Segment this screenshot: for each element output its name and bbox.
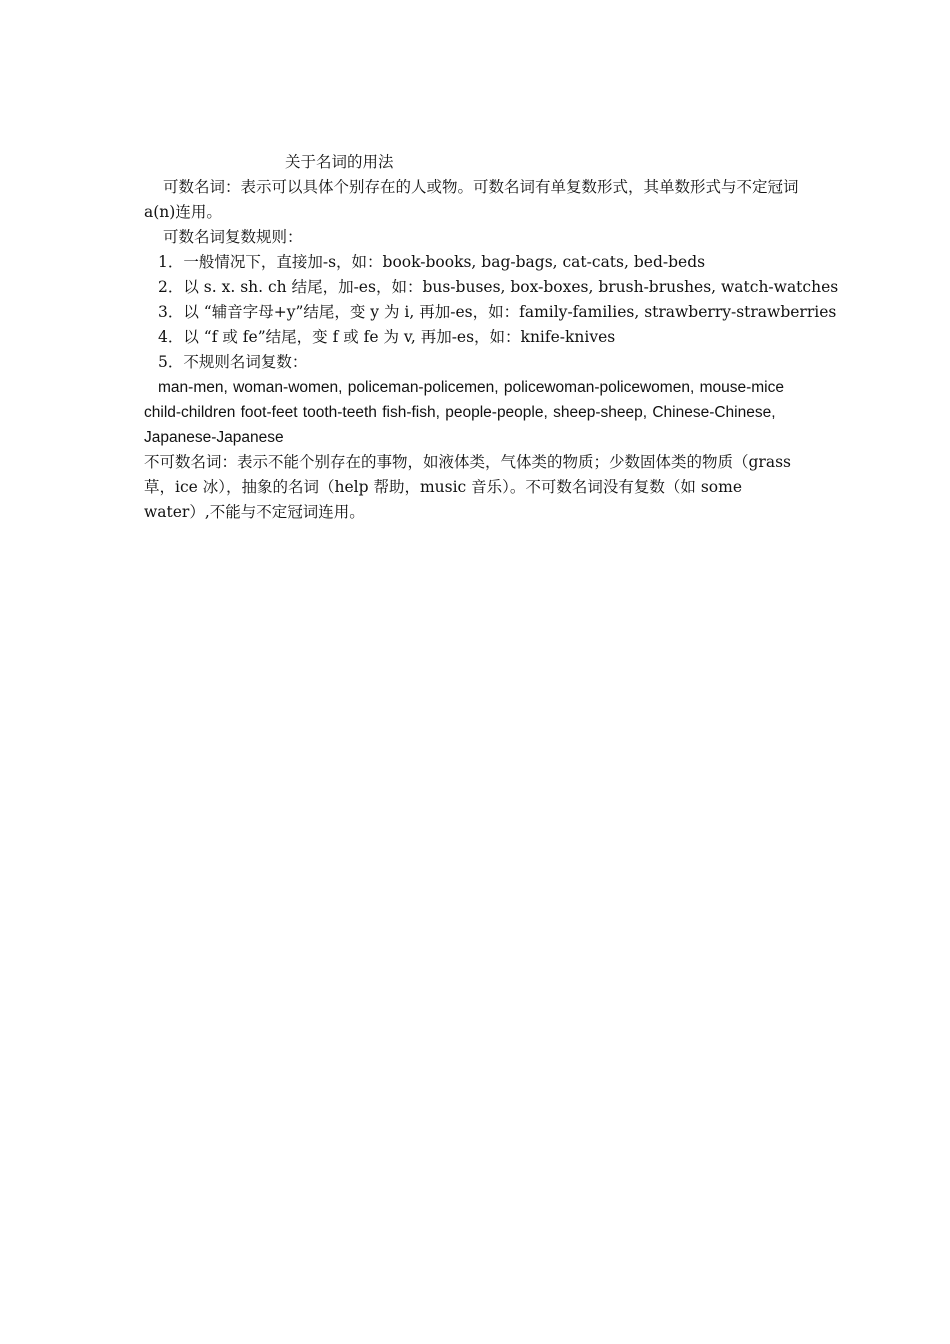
document-title: 关于名词的用法 xyxy=(285,153,394,171)
irregular-plural-examples: man-men, woman-women, policeman-policemen, policewoman-policewomen, mouse-mice child-children foot-feet tooth-teeth fish-fish, people-people, sheep-sheep, Chinese-Chinese, Japanese-Japanese xyxy=(144,379,784,446)
countable-definition: 可数名词：表示可以具体个别存在的人或物。可数名词有单复数形式，其单数形式与不定冠词 a(n)连用。 xyxy=(144,178,799,221)
rule-item: 1．一般情况下，直接加-s，如：book-books, bag-bags, cat-cats, bed-beds xyxy=(158,253,706,271)
plural-rules-heading: 可数名词复数规则： xyxy=(163,228,303,246)
rule-item: 4．以 “f 或 fe”结尾，变 f 或 fe 为 v, 再加-es，如：knife-knives xyxy=(158,328,616,346)
uncountable-definition: 不可数名词：表示不能个别存在的事物，如液体类，气体类的物质；少数固体类的物质（grass 草，ice 冰），抽象的名词（help 帮助，music 音乐）。不可数名词没有复数（如 some water）,不能与不定冠词连用。 xyxy=(144,453,791,521)
rule-item: 2．以 s. x. sh. ch 结尾，加-es，如：bus-buses, box-boxes, brush-brushes, watch-watches xyxy=(158,278,839,296)
rule-item: 3．以 “辅音字母+y”结尾，变 y 为 i, 再加-es，如：family-families, strawberry-strawberries xyxy=(158,303,837,321)
document-body xyxy=(144,150,839,525)
rule-item: 5．不规则名词复数： xyxy=(158,353,308,371)
